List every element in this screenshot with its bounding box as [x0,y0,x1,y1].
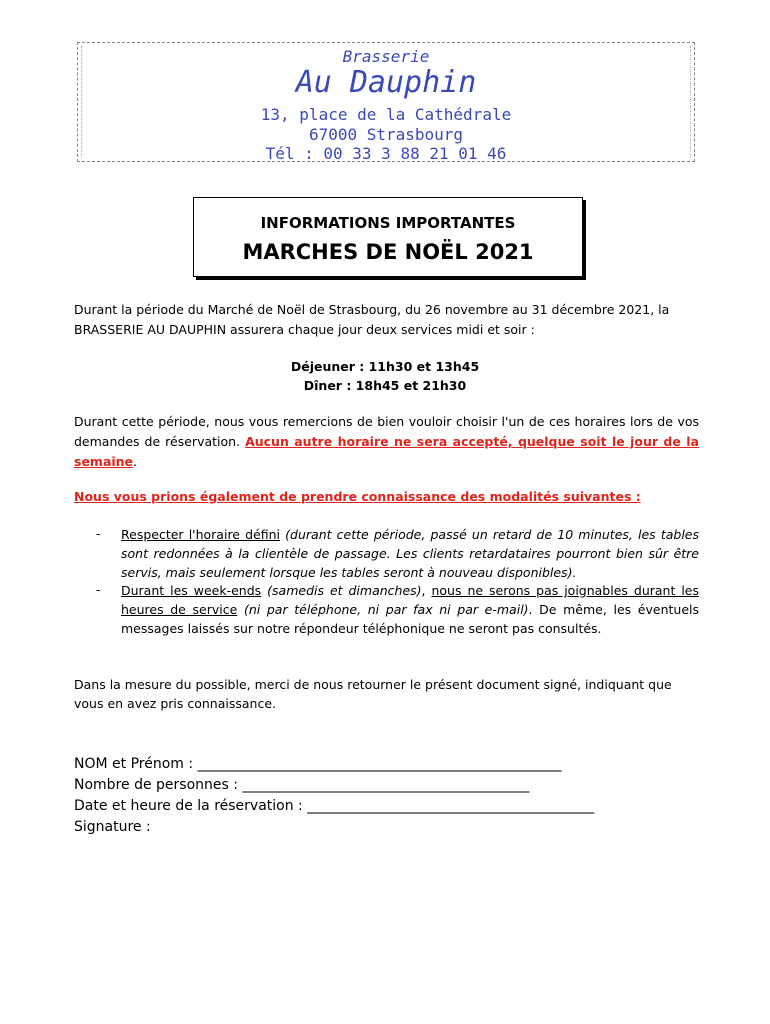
bullet-2-italic-1: (samedis et dimanches) [261,583,422,598]
form-name-field[interactable]: NOM et Prénom : ____________________________________________________ [74,756,562,772]
form-people-field[interactable]: Nombre de personnes : _________________________________________ [74,777,530,793]
bullet-2-underlined-2: nous ne serons pas joignables durant les heures de service [121,583,699,617]
bullet-dash-2: - [96,582,101,597]
letterhead-address-street: 13, place de la Cathédrale [260,105,512,124]
modalities-heading-text: Nous vous prions également de prendre connaissance des modalités suivantes : [74,489,641,504]
form-date-field[interactable]: Date et heure de la réservation : _________________________________________ [74,798,595,814]
bullet-dash-1: - [96,526,101,541]
intro-line-1: Durant la période du Marché de Noël de Strasbourg, du 26 novembre au 31 décembre 2021, la [74,302,670,317]
letterhead-phone: Tél : 00 33 3 88 21 01 46 [265,144,507,163]
letterhead-address-city: 67000 Strasbourg [308,125,464,144]
bullet-2-text-2: . De même, les éventuels messages laissés sur notre répondeur téléphonique ne seront pas consultés. [121,602,700,636]
bullet-2-text-1: , [421,583,432,598]
return-note-line-2: vous en avez pris connaissance. [74,696,276,711]
bullet-item-2 [121,581,699,638]
bullet-1-underlined: Respecter l'horaire défini [121,527,281,542]
notice-paragraph [74,412,699,472]
modalities-heading [74,487,699,507]
notice-end: . [133,454,138,469]
letterhead-brasserie: Brasserie [342,47,430,66]
info-box [193,197,583,277]
return-note-line-1: Dans la mesure du possible, merci de nous retourner le présent document signé, indiquant que [74,677,672,692]
form-signature-field[interactable]: Signature : [74,819,151,835]
hours-lunch: Déjeuner : 11h30 et 13h45 [290,359,480,374]
bullet-1-italic: (durant cette période, passé un retard de 10 minutes, les tables sont redonnées à la clientèle de passage. Les clients retardataires pourront bien sûr être servis, mais seulement lorsque les tables seront à nouveau disponibles). [121,527,699,580]
letterhead-name: Au Dauphin [295,65,477,100]
bullet-2-underlined-1: Durant les week-ends [121,583,262,598]
info-box-title: INFORMATIONS IMPORTANTES [260,214,516,232]
letterhead [77,42,695,162]
notice-warning: Aucun autre horaire ne sera accepté, quelque soit le jour de la semaine [74,434,699,469]
notice-text: Durant cette période, nous vous remercions de bien vouloir choisir l'un de ces horaires lors de vos demandes de réservation. [74,414,699,449]
info-box-subtitle: MARCHES DE NOËL 2021 [242,240,534,264]
hours-dinner: Dîner : 18h45 et 21h30 [303,378,467,393]
bullet-2-italic-2: (ni par téléphone, ni par fax ni par e-mail) [237,602,529,617]
intro-line-2: BRASSERIE AU DAUPHIN assurera chaque jour deux services midi et soir : [74,322,535,337]
bullet-item-1 [121,525,699,582]
